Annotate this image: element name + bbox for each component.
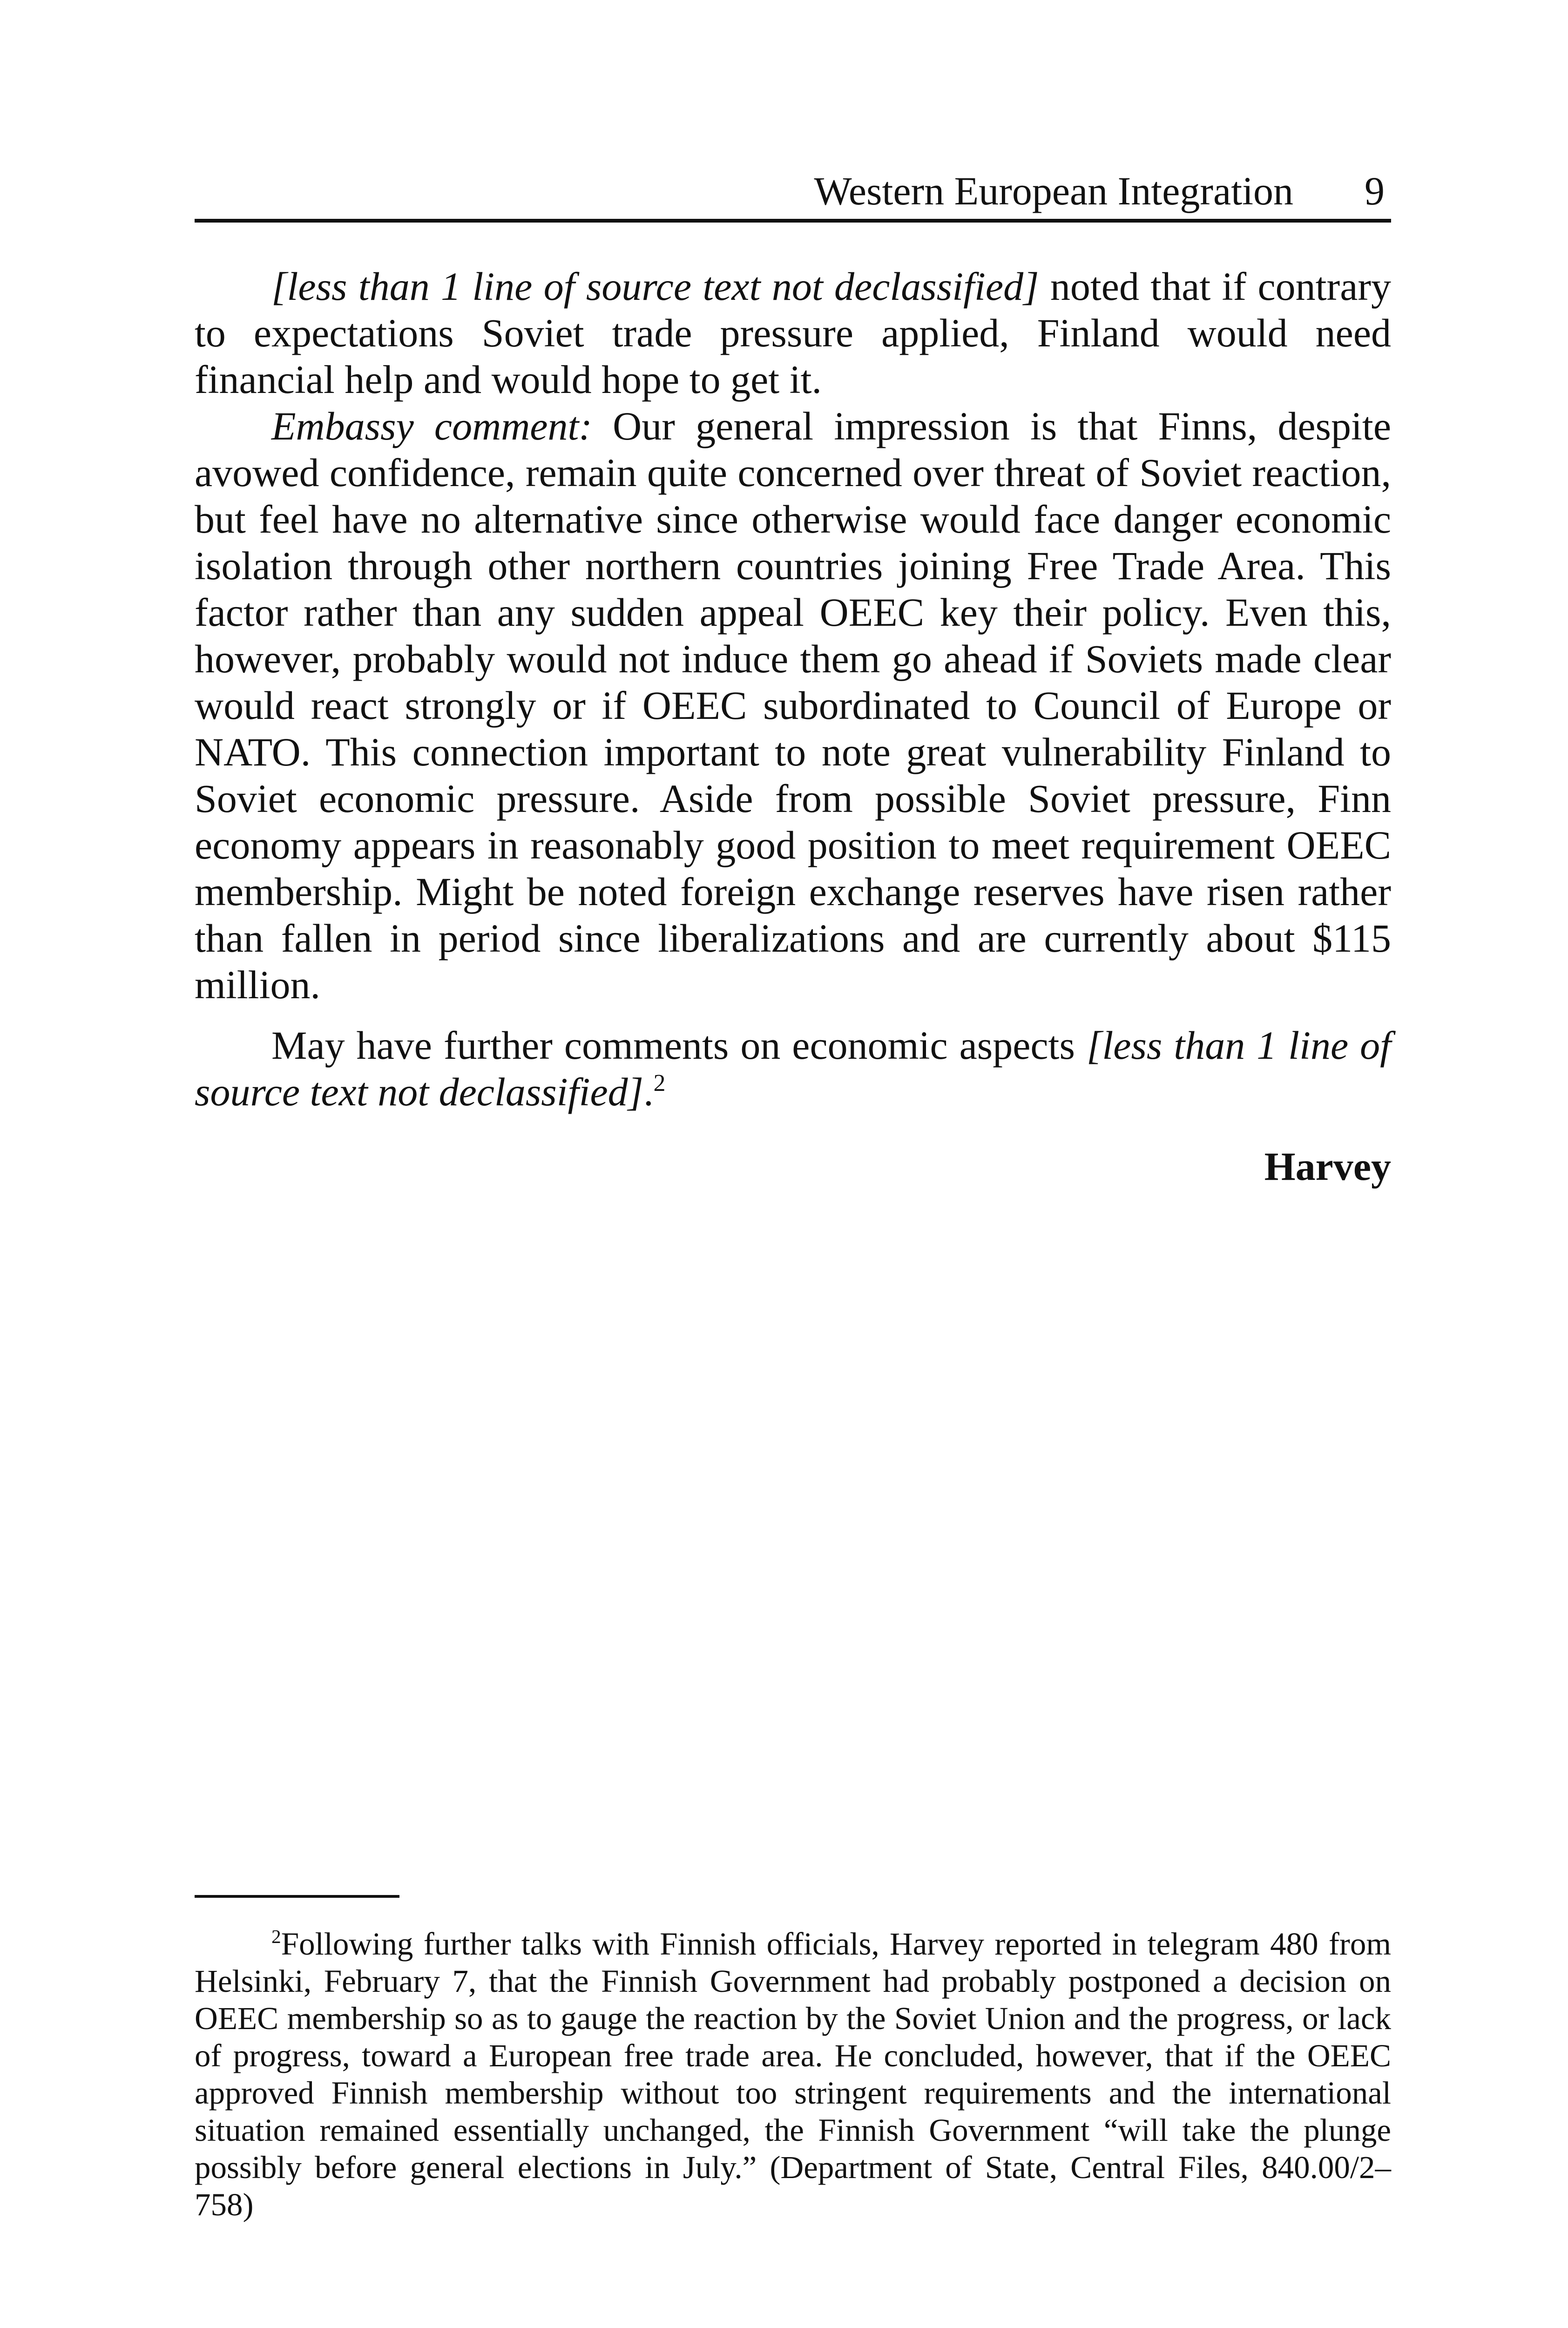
footnote-reference: 2 bbox=[653, 1070, 666, 1097]
footnote-marker: 2 bbox=[271, 1926, 281, 1948]
body-text bbox=[195, 263, 1391, 1115]
footnote bbox=[195, 1925, 1391, 2223]
paragraph-3-text: May have further comments on economic aspects bbox=[271, 1023, 1087, 1068]
header-rule bbox=[195, 219, 1391, 223]
paragraph-2-text: Our general impression is that Finns, despite avowed confidence, remain quite concerned over threat of Soviet reaction, but feel have no alternative since otherwise would face danger economic isolation through other northern countries joining Free Trade Area. This factor rather than any sudden appeal OEEC key their policy. Even this, however, probably would not induce them go ahead if Soviets made clear would react strongly or if OEEC subordinated to Council of Europe or NATO. This connection important to note great vulnerability Finland to Soviet economic pressure. Aside from possible Soviet pressure, Finn economy appears in reasonably good position to meet requirement OEEC membership. Might be noted foreign exchange reserves have risen rather than fallen in period since liberalizations and are currently about $115 million. bbox=[195, 404, 1391, 1007]
footnote-text: Following further talks with Finnish officials, Harvey reported in telegram 480 from Helsinki, February 7, that the Finnish Government had probably postponed a decision on OEEC membership so as to gauge the reaction by the Soviet Union and the progress, or lack of progress, toward a European free trade area. He concluded, however, that if the OEEC approved Finnish membership without too stringent requirements and the international situation remained essentially unchanged, the Finnish Government “will take the plunge possibly before general elections in July.” (Department of State, Central Files, 840.00/2–758) bbox=[195, 1926, 1391, 2222]
running-head bbox=[195, 168, 1391, 214]
paragraph-1 bbox=[195, 263, 1391, 403]
embassy-comment-label: Embassy comment: bbox=[271, 404, 592, 448]
paragraph-3-end: . bbox=[643, 1069, 654, 1114]
paragraph-3 bbox=[195, 1022, 1391, 1115]
footnote-rule bbox=[195, 1895, 399, 1898]
signature: Harvey bbox=[1264, 1144, 1391, 1189]
declassification-note-1: [less than 1 line of source text not declassified] bbox=[271, 264, 1039, 309]
paragraph-2 bbox=[195, 403, 1391, 1008]
paragraph-1-text: noted that if contrary to expectations Soviet trade pressure applied, Finland would need financial help and would hope to get it. bbox=[195, 264, 1391, 402]
declassification-note-2: [less than 1 line of source text not declassified] bbox=[195, 1023, 1392, 1114]
page-number: 9 bbox=[1365, 169, 1385, 213]
running-head-title: Western European Integration bbox=[814, 169, 1293, 213]
